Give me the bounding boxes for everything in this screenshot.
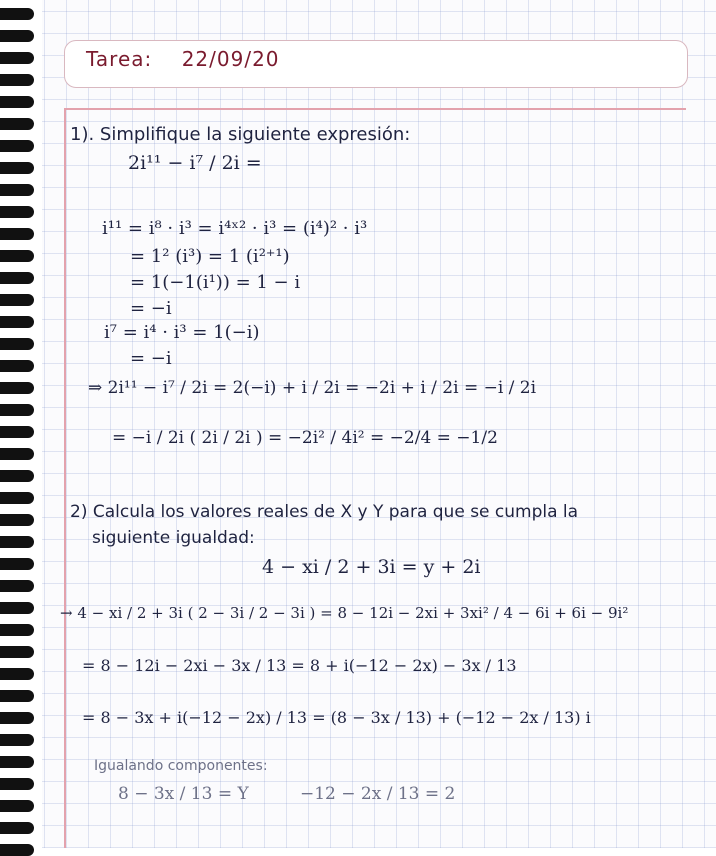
spiral-coil — [0, 492, 34, 504]
spiral-coil — [0, 52, 34, 64]
header-title — [86, 47, 280, 71]
spiral-coil — [0, 228, 34, 240]
spiral-coil — [0, 844, 34, 856]
spiral-coil — [0, 338, 34, 350]
problem1-step: i¹¹ = i⁸ · i³ = i⁴ˣ² · i³ = (i⁴)² · i³ — [102, 218, 368, 239]
spiral-binding — [0, 0, 42, 848]
spiral-coil — [0, 140, 34, 152]
spiral-coil — [0, 822, 34, 834]
spiral-coil — [0, 96, 34, 108]
spiral-coil — [0, 558, 34, 570]
problem2-step: = 8 − 12i − 2xi − 3x / 13 = 8 + i(−12 − 2x) − 3x / 13 — [82, 656, 517, 675]
problem2-step: → 4 − xi / 2 + 3i ( 2 − 3i / 2 − 3i ) = 8 − 12i − 2xi + 3xi² / 4 − 6i + 6i − 9i² — [60, 604, 629, 622]
spiral-coil — [0, 294, 34, 306]
spiral-coil — [0, 360, 34, 372]
spiral-coil — [0, 184, 34, 196]
spiral-coil — [0, 118, 34, 130]
spiral-coil — [0, 712, 34, 724]
spiral-coil — [0, 74, 34, 86]
spiral-coil — [0, 162, 34, 174]
problem1-step: = −i / 2i ( 2i / 2i ) = −2i² / 4i² = −2/4 = −1/2 — [112, 428, 498, 448]
spiral-coil — [0, 316, 34, 328]
problem2-statement: 2) Calcula los valores reales de X y Y para que se cumpla la — [70, 502, 579, 522]
spiral-coil — [0, 470, 34, 482]
problem1-step: i⁷ = i⁴ · i³ = 1(−i) — [104, 322, 260, 343]
problem2-result: 8 − 3x / 13 = Y — [118, 784, 249, 804]
spiral-coil — [0, 756, 34, 768]
spiral-coil — [0, 580, 34, 592]
problem2-equation: 4 − xi / 2 + 3i = y + 2i — [262, 556, 481, 578]
spiral-coil — [0, 690, 34, 702]
spiral-coil — [0, 602, 34, 614]
spiral-coil — [0, 646, 34, 658]
spiral-coil — [0, 778, 34, 790]
spiral-coil — [0, 30, 34, 42]
spiral-coil — [0, 536, 34, 548]
problem1-step: = 1² (i³) = 1 (i²⁺¹) — [130, 246, 290, 267]
problem1-step: = −i — [130, 348, 172, 369]
spiral-coil — [0, 272, 34, 284]
problem2-statement-cont: siguiente igualdad: — [92, 528, 255, 548]
spiral-coil — [0, 8, 34, 20]
problem1-step: ⇒ 2i¹¹ − i⁷ / 2i = 2(−i) + i / 2i = −2i + i / 2i = −i / 2i — [88, 378, 537, 398]
problem2-note: Igualando componentes: — [94, 758, 268, 774]
spiral-coil — [0, 250, 34, 262]
spiral-coil — [0, 448, 34, 460]
spiral-coil — [0, 426, 34, 438]
problem1-step: = 1(−1(i¹)) = 1 − i — [130, 272, 301, 293]
problem1-step: = −i — [130, 298, 172, 319]
spiral-coil — [0, 404, 34, 416]
problem2-step: = 8 − 3x + i(−12 − 2x) / 13 = (8 − 3x / 13) + (−12 − 2x / 13) i — [82, 708, 591, 727]
problem2-result: −12 − 2x / 13 = 2 — [300, 784, 456, 804]
spiral-coil — [0, 514, 34, 526]
problem1-expression: 2i¹¹ − i⁷ / 2i = — [128, 152, 262, 174]
spiral-coil — [0, 800, 34, 812]
header-date: 22/09/20 — [181, 47, 280, 71]
spiral-coil — [0, 734, 34, 746]
spiral-coil — [0, 624, 34, 636]
problem1-statement: 1). Simplifique la siguiente expresión: — [70, 124, 411, 145]
left-margin-line — [64, 110, 66, 848]
spiral-coil — [0, 668, 34, 680]
top-margin-line — [64, 108, 686, 110]
header-label: Tarea: — [86, 47, 153, 71]
spiral-coil — [0, 382, 34, 394]
spiral-coil — [0, 206, 34, 218]
